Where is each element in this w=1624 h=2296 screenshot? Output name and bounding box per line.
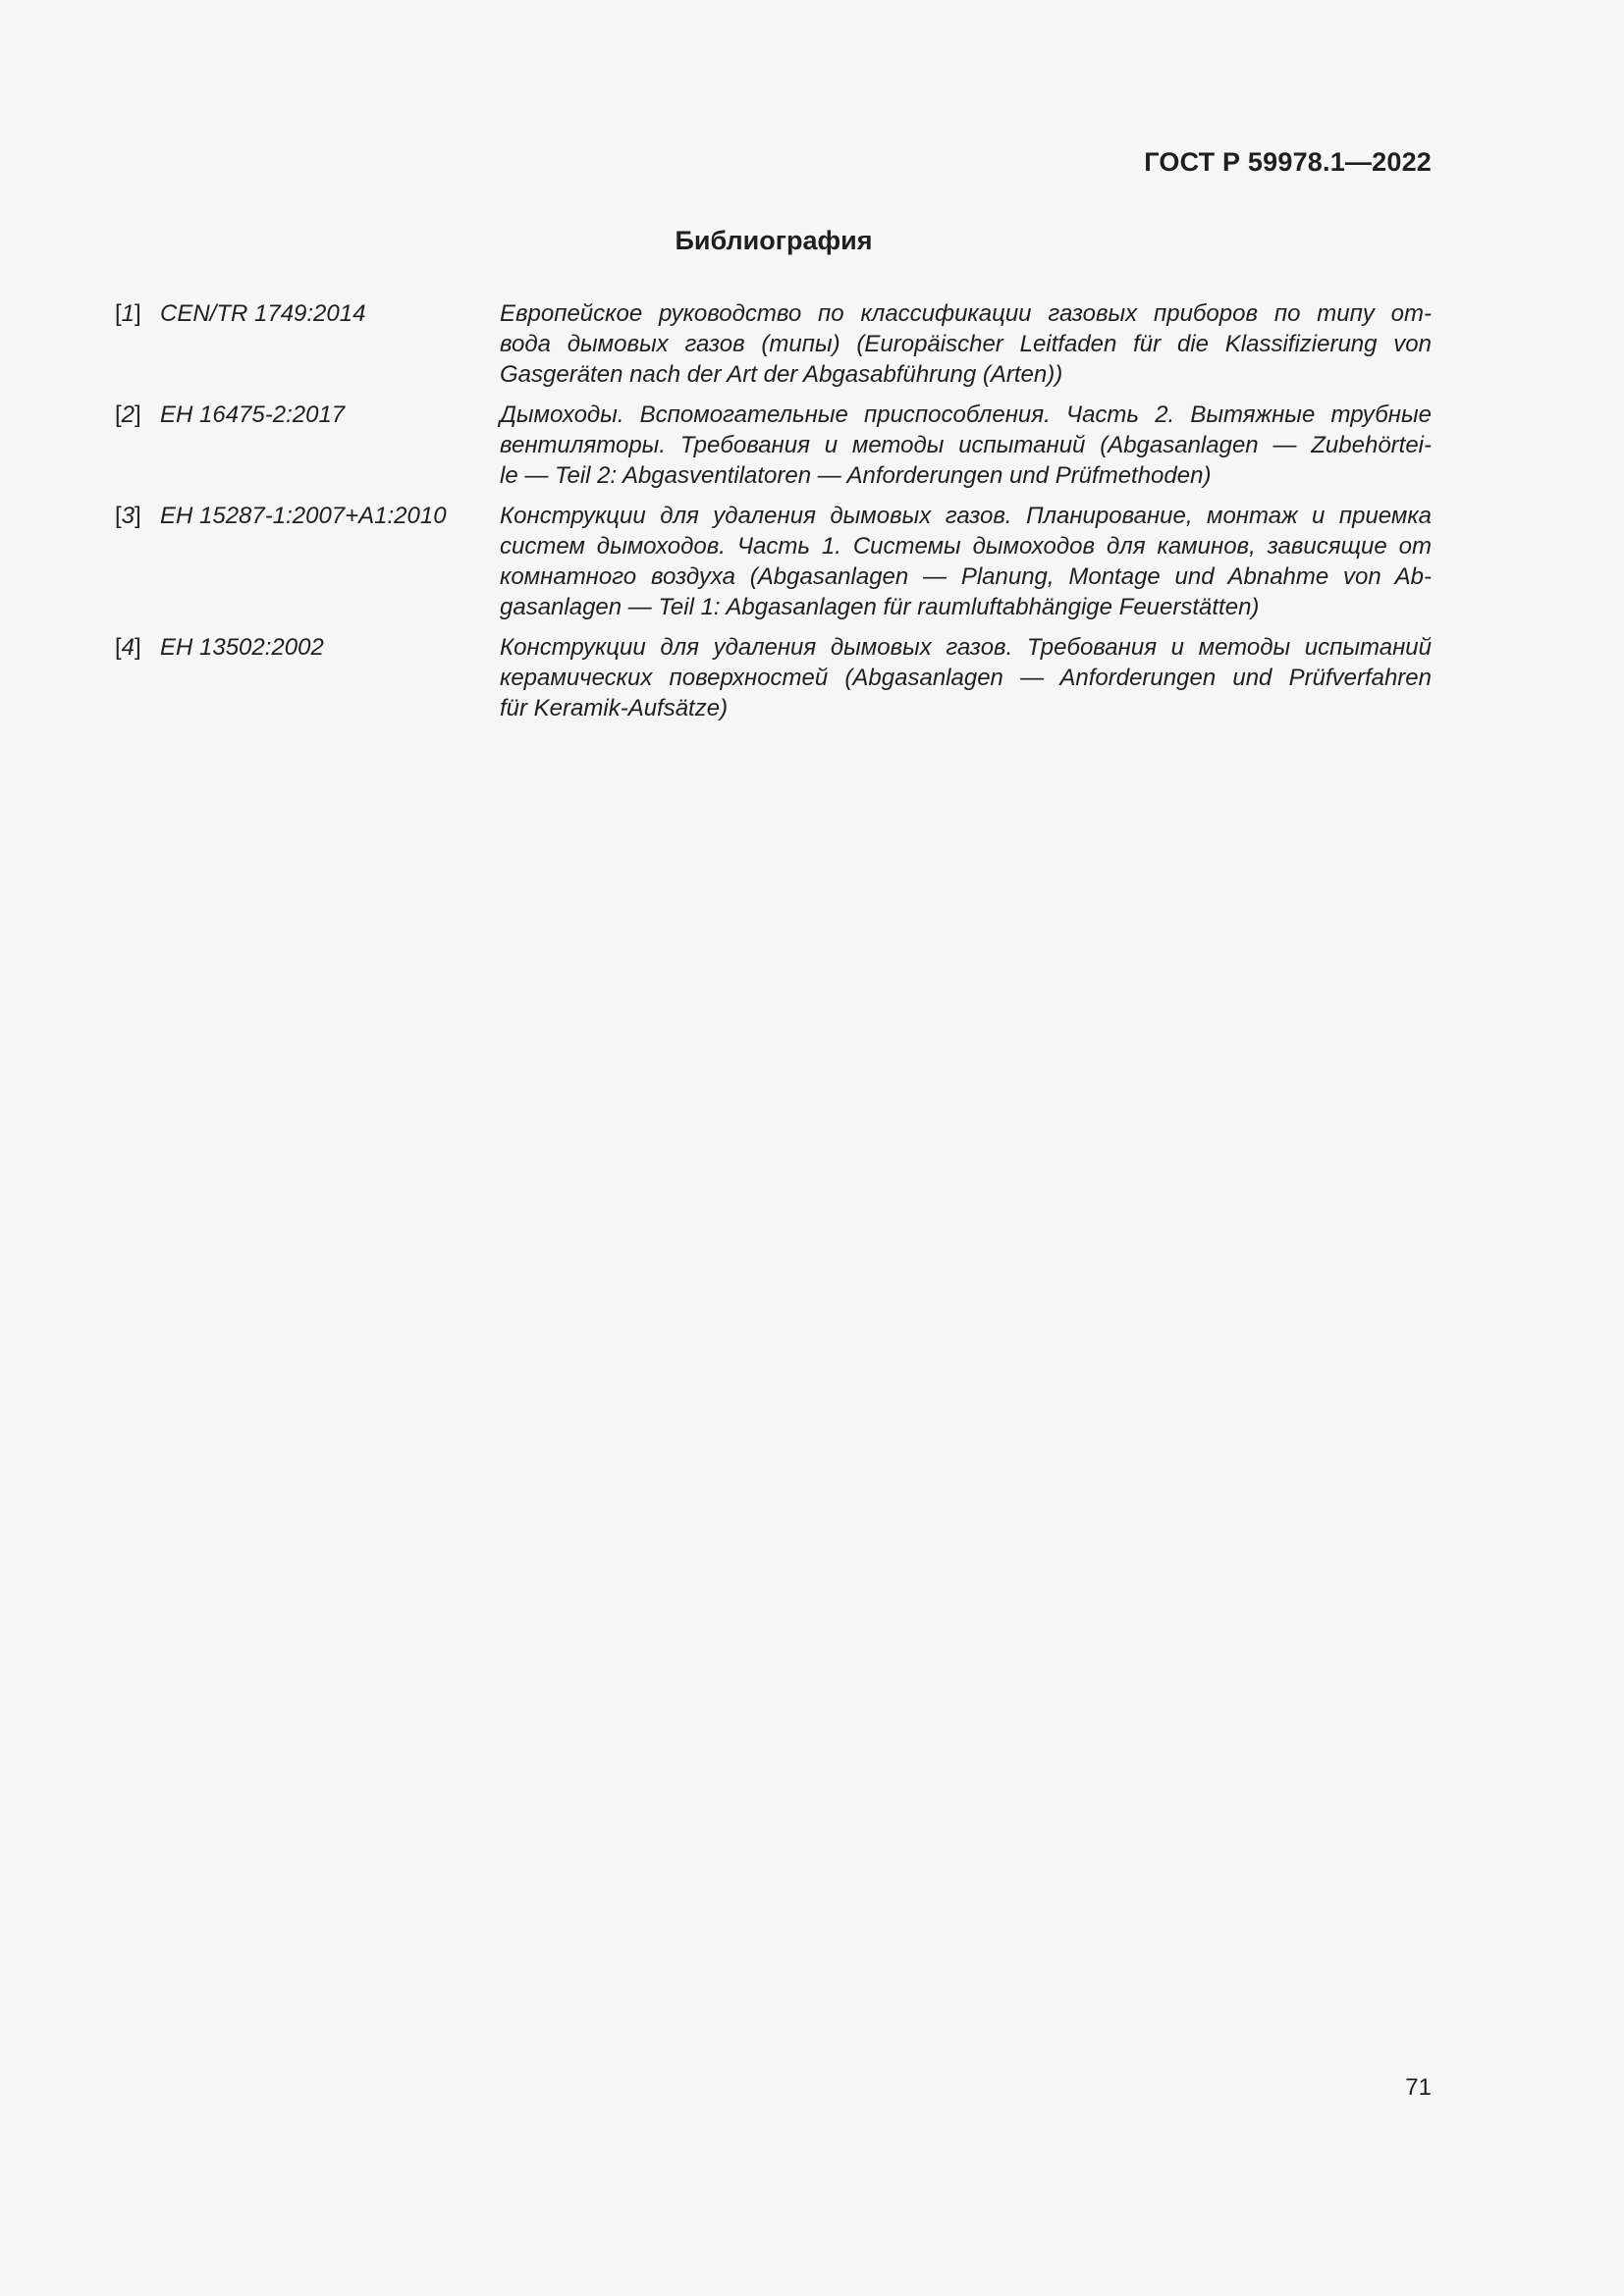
entry-line: вода дымовых газов (типы) (Europäischer Leitfaden für die Klassifizierung von bbox=[500, 331, 1432, 357]
bibliography-entry bbox=[115, 501, 1432, 622]
entry-line: вентиляторы. Требования и методы испытаний (Abgasanlagen — Zubehörtei- bbox=[500, 432, 1432, 458]
entry-standard-code: ЕН 15287-1:2007+A1:2010 bbox=[160, 503, 447, 529]
entry-line: Конструкции для удаления дымовых газов. Требования и методы испытаний bbox=[500, 634, 1432, 661]
entry-number: [2] bbox=[115, 401, 141, 428]
entry-line: Конструкции для удаления дымовых газов. Планирование, монтаж и приемка bbox=[500, 503, 1432, 529]
entry-line: керамических поверхностей (Abgasanlagen — Anforderungen und Prüfverfahren bbox=[500, 665, 1432, 691]
entry-line: gasanlagen — Teil 1: Abgasanlagen für raumluftabhängige Feuerstätten) bbox=[500, 594, 1260, 620]
page-title: Библиография bbox=[675, 226, 873, 255]
entry-standard-code: CEN/TR 1749:2014 bbox=[160, 300, 366, 327]
entry-line: Дымоходы. Вспомогательные приспособления. Часть 2. Вытяжные трубные bbox=[500, 401, 1432, 428]
entry-number: [4] bbox=[115, 634, 141, 661]
entry-standard-code: ЕН 13502:2002 bbox=[160, 634, 324, 661]
bibliography-entry bbox=[115, 298, 1432, 390]
entry-description bbox=[500, 298, 1432, 390]
entry-number: [1] bbox=[115, 300, 141, 327]
entry-line: Gasgeräten nach der Art der Abgasabführung (Arten)) bbox=[500, 361, 1063, 388]
entry-description bbox=[500, 501, 1432, 622]
entry-line: für Keramik-Aufsätze) bbox=[500, 695, 729, 721]
bibliography-entry bbox=[115, 632, 1432, 723]
entry-standard-code: ЕН 16475-2:2017 bbox=[160, 401, 346, 428]
entry-description bbox=[500, 632, 1432, 723]
bibliography-list bbox=[115, 298, 1432, 733]
bibliography-entry bbox=[115, 400, 1432, 491]
entry-line: le — Teil 2: Abgasventilatoren — Anforderungen und Prüfmethoden) bbox=[500, 462, 1212, 489]
entry-description bbox=[500, 400, 1432, 491]
entry-number: [3] bbox=[115, 503, 141, 529]
entry-line: систем дымоходов. Часть 1. Системы дымоходов для каминов, зависящие от bbox=[500, 533, 1432, 560]
entry-line: комнатного воздуха (Abgasanlagen — Planung, Montage und Abnahme von Ab- bbox=[500, 563, 1432, 590]
page-number: 71 bbox=[1405, 2074, 1432, 2101]
entry-line: Европейское руководство по классификации газовых приборов по типу от- bbox=[500, 300, 1432, 327]
document-code-header: ГОСТ Р 59978.1—2022 bbox=[1144, 147, 1432, 177]
